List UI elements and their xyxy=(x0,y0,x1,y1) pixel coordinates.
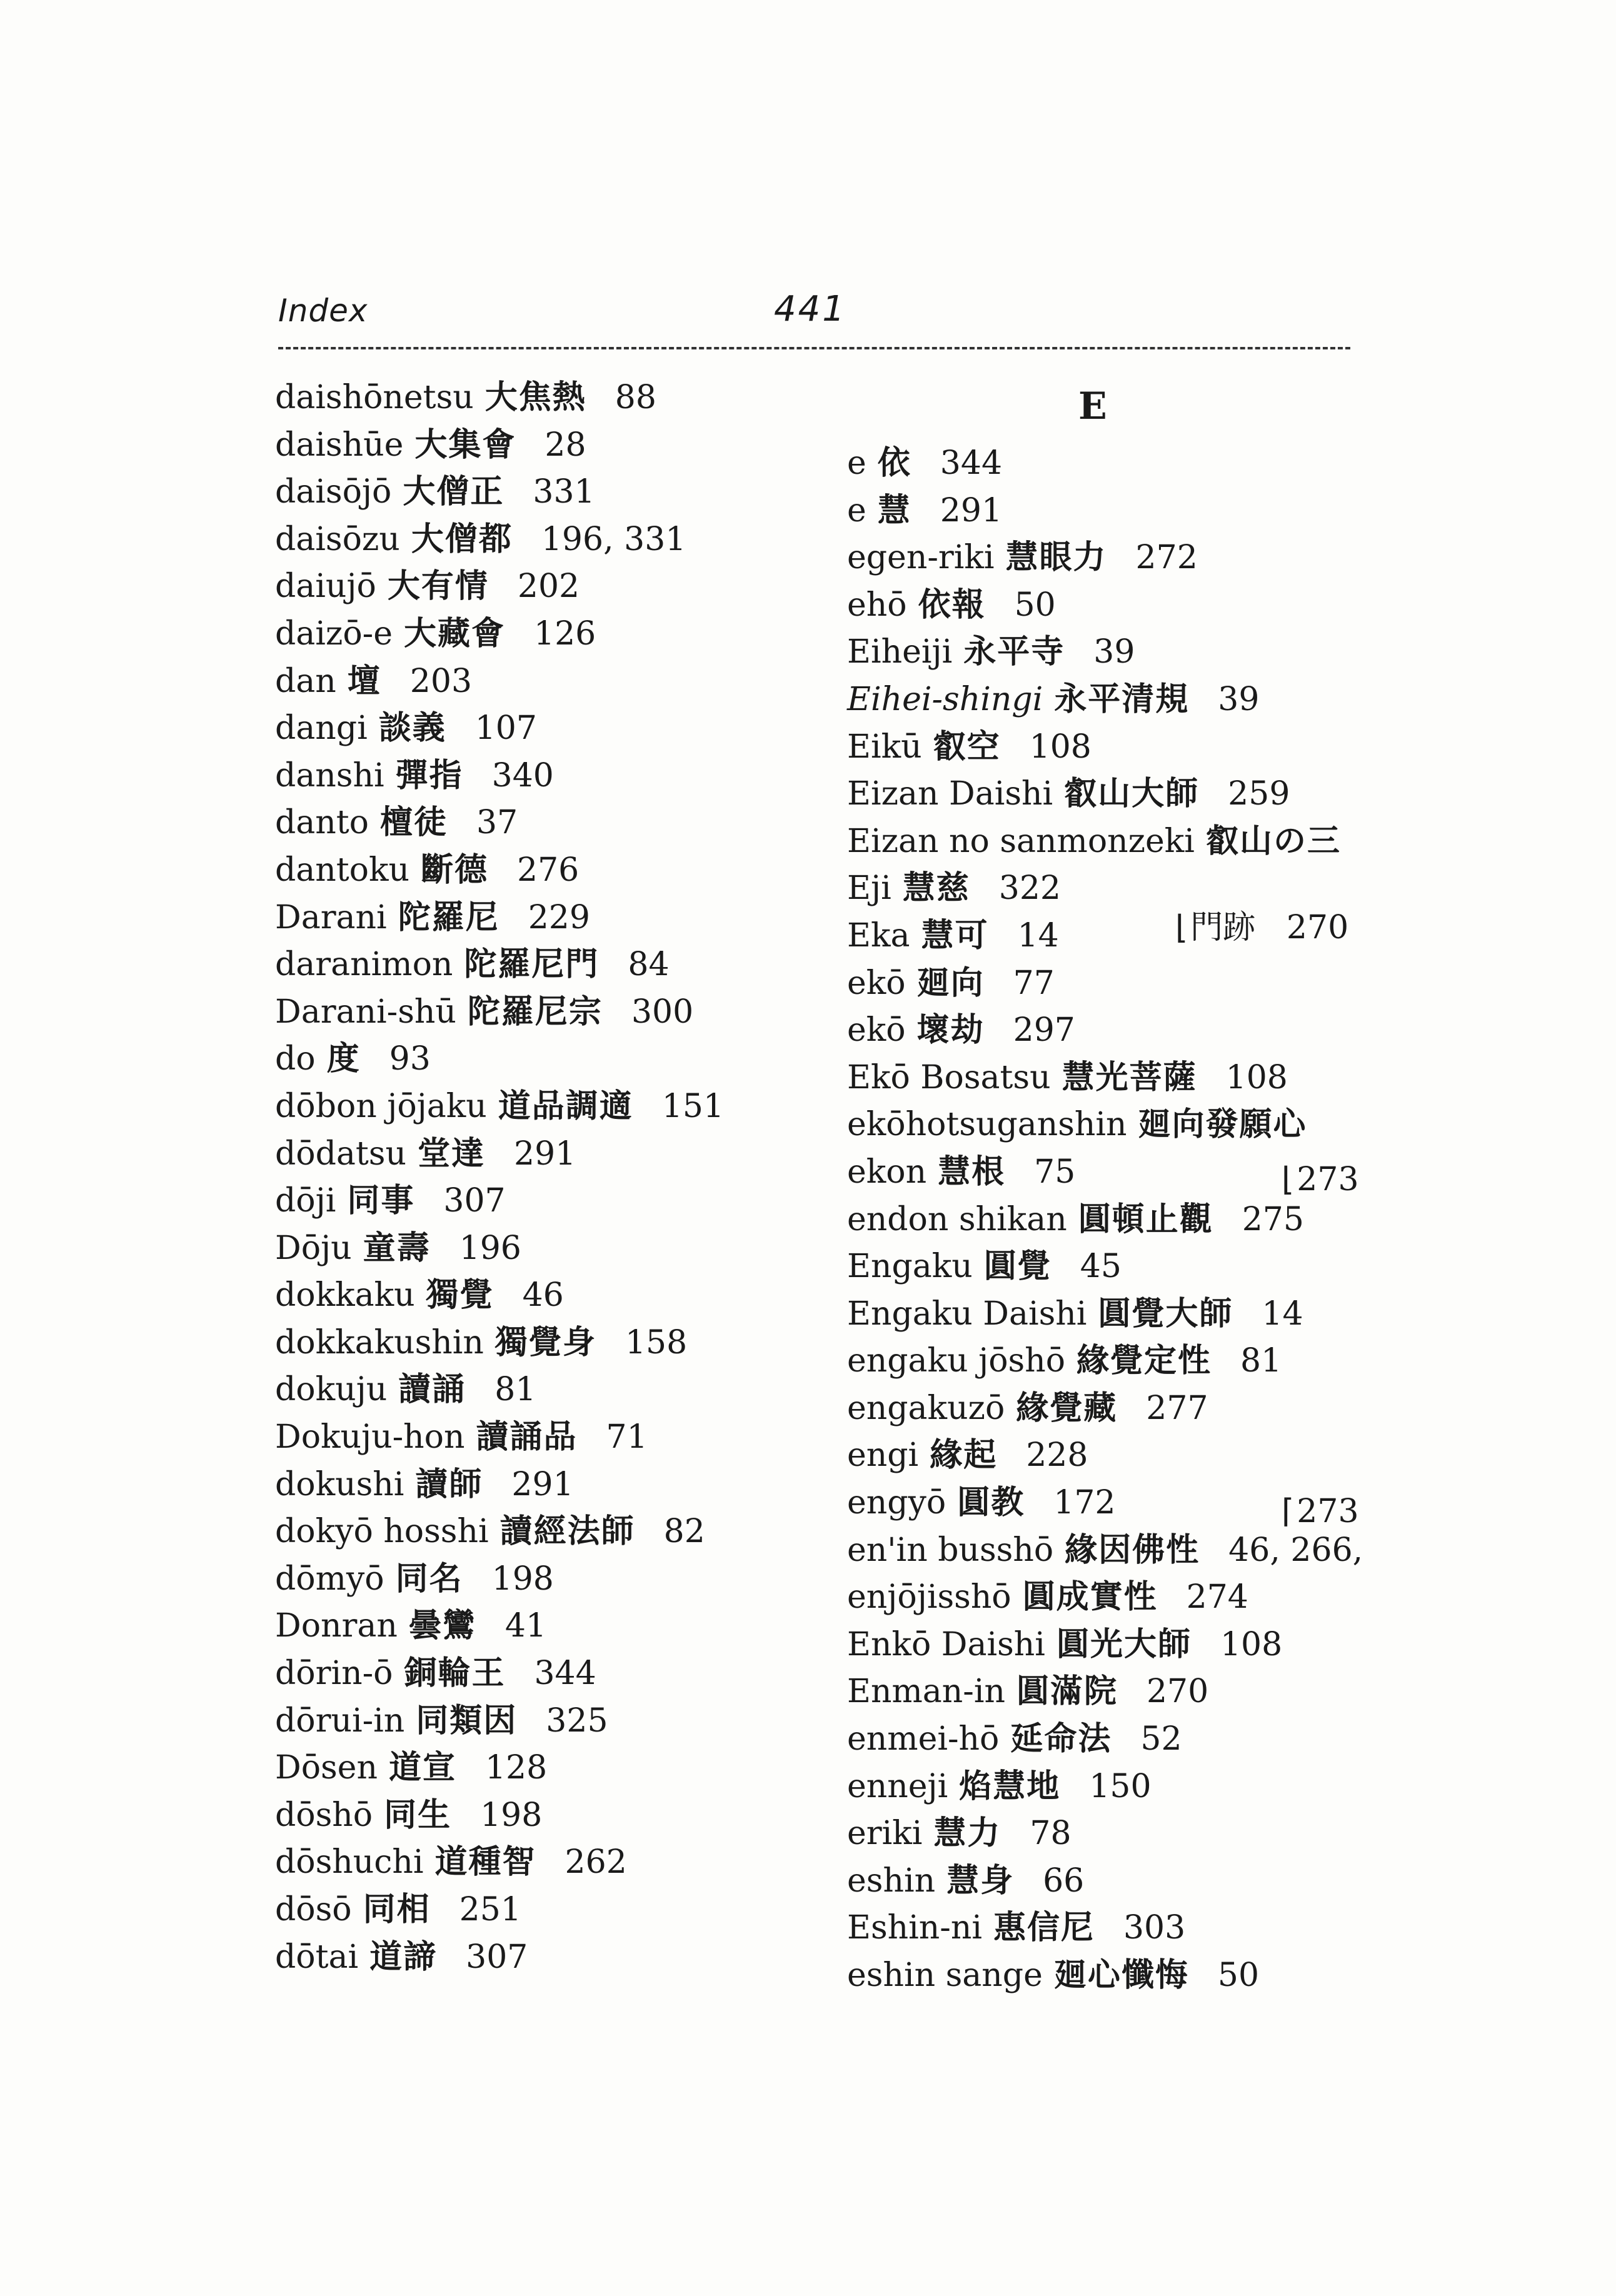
index-entry xyxy=(847,1715,1370,1763)
entry-term: dōtai xyxy=(275,1938,359,1976)
entry-term: dōji xyxy=(275,1182,336,1220)
index-entry xyxy=(275,1319,724,1366)
entry-pages: 50 xyxy=(1217,1957,1260,1994)
entry-pages: 344 xyxy=(940,444,1003,482)
entry-term: dōmyō xyxy=(275,1560,384,1598)
entry-term: Eizan no sanmonzeki xyxy=(847,822,1195,860)
index-entry xyxy=(275,1555,724,1603)
entry-pages: 71 xyxy=(606,1418,648,1456)
entry-kanji: 慧可 xyxy=(921,916,989,955)
index-entry xyxy=(847,1054,1370,1101)
entry-pages: 37 xyxy=(476,804,518,842)
entry-pages: 158 xyxy=(625,1323,688,1361)
entry-term: Enman-in xyxy=(847,1673,1005,1711)
entry-pages: 202 xyxy=(517,568,580,606)
entry-kanji: 緣覺定性 xyxy=(1076,1341,1212,1380)
index-entry xyxy=(847,487,1370,534)
index-entry xyxy=(847,534,1370,581)
index-entry xyxy=(275,658,724,705)
entry-kanji: 道品調適 xyxy=(498,1086,633,1125)
index-entry xyxy=(275,1933,724,1981)
entry-term: e xyxy=(847,491,866,529)
index-entry xyxy=(847,1243,1370,1290)
continuation-pages: 273 xyxy=(1297,1493,1359,1530)
entry-pages: 150 xyxy=(1089,1767,1152,1805)
index-entry xyxy=(847,960,1370,1007)
entry-kanji: 堂達 xyxy=(417,1134,485,1173)
entry-term: dan xyxy=(275,662,336,700)
index-entry xyxy=(275,1697,724,1745)
entry-term: ekō xyxy=(847,1011,906,1050)
entry-pages: 274 xyxy=(1186,1578,1248,1617)
index-entry xyxy=(847,723,1370,771)
page-number: 441 xyxy=(774,289,846,329)
entry-term: dangi xyxy=(275,709,368,748)
index-entry xyxy=(275,468,724,516)
index-entry xyxy=(275,1130,724,1178)
index-entry xyxy=(275,1177,724,1225)
entry-term: Darani xyxy=(275,898,387,936)
entry-pages: 108 xyxy=(1225,1058,1288,1096)
entry-term: Eikū xyxy=(847,728,922,766)
entry-kanji: 道諦 xyxy=(369,1937,438,1976)
entry-pages: 307 xyxy=(466,1938,528,1976)
entry-pages: 45 xyxy=(1080,1248,1122,1286)
index-entry xyxy=(275,1413,724,1461)
entry-term: Eshin-ni xyxy=(847,1909,982,1947)
index-entry xyxy=(275,1225,724,1272)
entry-pages: 84 xyxy=(628,946,670,984)
entry-kanji: 廻向發願心 xyxy=(1138,1105,1307,1144)
entry-term: daisōzu xyxy=(275,520,400,558)
entry-term: ekō xyxy=(847,964,906,1002)
index-entry xyxy=(847,1810,1370,1857)
entry-term: engyō xyxy=(847,1484,946,1522)
entry-pages: 28 xyxy=(545,426,586,464)
entry-term: daishōnetsu xyxy=(275,379,474,416)
header-rule xyxy=(278,347,1350,349)
entry-term: dōrui-in xyxy=(275,1702,405,1740)
entry-term: engakuzō xyxy=(847,1389,1005,1427)
entry-pages: 272 xyxy=(1135,539,1198,577)
index-entry xyxy=(847,1668,1370,1715)
entry-pages: 270 xyxy=(1146,1673,1209,1711)
index-entry xyxy=(847,1431,1370,1479)
entry-pages: 93 xyxy=(389,1040,431,1078)
entry-term: daisōjō xyxy=(275,473,392,511)
entry-term: e xyxy=(847,444,866,482)
index-entry xyxy=(847,1904,1370,1952)
continuation-bracket: ⌈ xyxy=(1282,1493,1295,1530)
index-entry xyxy=(847,1621,1370,1668)
entry-term: dokkakushin xyxy=(275,1323,484,1361)
index-entry xyxy=(275,1271,724,1319)
entry-term: Ekō Bosatsu xyxy=(847,1058,1051,1096)
index-entry xyxy=(275,1602,724,1650)
entry-term: Donran xyxy=(275,1607,398,1645)
entry-term: dokuju xyxy=(275,1371,388,1409)
entry-term: eriki xyxy=(847,1815,923,1853)
index-entry xyxy=(275,516,724,563)
entry-pages: 325 xyxy=(546,1702,608,1740)
entry-pages: 276 xyxy=(517,851,580,889)
index-entry xyxy=(275,941,724,988)
entry-pages: 322 xyxy=(998,870,1061,908)
entry-term: Eiheiji xyxy=(847,633,953,671)
entry-term: daiujō xyxy=(275,568,376,606)
entry-pages: 88 xyxy=(615,379,656,416)
entry-term: Eka xyxy=(847,916,910,955)
index-entry xyxy=(847,439,1370,487)
entry-pages: 228 xyxy=(1026,1436,1088,1475)
entry-pages: 300 xyxy=(631,993,694,1031)
entry-term: engi xyxy=(847,1436,919,1475)
entry-kanji: 圓教 xyxy=(957,1483,1025,1522)
index-entry xyxy=(275,1838,724,1886)
continuation-bracket: ⌊ xyxy=(1282,1161,1295,1198)
entry-term: danshi xyxy=(275,756,384,795)
entry-kanji: 廻心懺悔 xyxy=(1053,1956,1189,1994)
entry-term: dokyō hosshi xyxy=(275,1513,489,1551)
entry-kanji: 彈指 xyxy=(395,756,463,795)
entry-pages: 128 xyxy=(484,1749,548,1787)
entry-term: Dōsen xyxy=(275,1749,378,1787)
entry-kanji: 壇 xyxy=(347,661,381,700)
entry-pages: 262 xyxy=(565,1843,627,1882)
index-entry xyxy=(847,1196,1370,1243)
entry-kanji: 緣覺藏 xyxy=(1016,1388,1118,1427)
continuation-line xyxy=(1282,1161,1359,1198)
index-entry xyxy=(275,988,724,1036)
entry-kanji: 大集會 xyxy=(414,425,516,464)
entry-kanji: 圓覺 xyxy=(983,1247,1051,1286)
index-entry xyxy=(847,1101,1370,1148)
entry-term: do xyxy=(275,1040,316,1078)
entry-kanji: 惠信尼 xyxy=(993,1908,1095,1947)
entry-pages: 75 xyxy=(1034,1153,1076,1191)
entry-pages: 291 xyxy=(513,1135,576,1173)
entry-pages: 41 xyxy=(504,1607,547,1645)
entry-kanji: 延命法 xyxy=(1010,1720,1112,1758)
entry-pages: 78 xyxy=(1030,1815,1071,1853)
entry-kanji: 讀經法師 xyxy=(499,1512,635,1551)
entry-pages: 340 xyxy=(491,756,554,795)
entry-term: eshin sange xyxy=(847,1957,1043,1994)
entry-term: enneji xyxy=(847,1767,948,1805)
entry-pages: 277 xyxy=(1146,1389,1208,1427)
entry-kanji: 焰慧地 xyxy=(959,1767,1061,1805)
entry-term: danto xyxy=(275,804,369,842)
entry-kanji: 曇鸞 xyxy=(408,1607,476,1645)
continuation-pages: 273 xyxy=(1297,1161,1359,1198)
entry-kanji: 廻向 xyxy=(916,963,985,1002)
entry-kanji: 談義 xyxy=(378,709,446,748)
entry-kanji: 慧身 xyxy=(946,1861,1015,1900)
entry-kanji: 緣起 xyxy=(930,1436,998,1475)
entry-pages: 46 xyxy=(522,1276,564,1315)
entry-kanji: 讀誦品 xyxy=(476,1418,578,1456)
entry-pages: 196 xyxy=(459,1229,521,1267)
index-entry xyxy=(847,1385,1370,1432)
index-entry xyxy=(847,1763,1370,1810)
entry-pages: 307 xyxy=(443,1182,506,1220)
entry-pages: 251 xyxy=(459,1891,521,1928)
entry-pages: 52 xyxy=(1140,1720,1182,1758)
entry-kanji: 依報 xyxy=(918,585,986,624)
entry-term: daishūe xyxy=(275,426,404,464)
index-entry xyxy=(275,894,724,941)
entry-kanji: 大有情 xyxy=(387,567,489,606)
entry-pages: 39 xyxy=(1218,680,1260,718)
entry-term: enjōjisshō xyxy=(847,1578,1011,1617)
entry-kanji: 圓成實性 xyxy=(1022,1578,1158,1617)
entry-kanji: 慧根 xyxy=(938,1152,1006,1191)
entry-term: ekōhotsuganshin xyxy=(847,1106,1127,1144)
index-entry xyxy=(275,1650,724,1697)
entry-kanji: 同生 xyxy=(384,1795,452,1834)
entry-kanji: 依 xyxy=(877,444,911,482)
entry-term: dōsō xyxy=(275,1891,352,1928)
entry-pages: 198 xyxy=(491,1560,554,1598)
index-entry xyxy=(847,581,1370,629)
entry-term: dokushi xyxy=(275,1465,404,1503)
index-entry xyxy=(847,1857,1370,1905)
entry-term: dantoku xyxy=(275,851,409,889)
index-entry xyxy=(275,1508,724,1555)
entry-pages: 107 xyxy=(474,709,537,748)
entry-pages: 259 xyxy=(1228,775,1290,813)
entry-kanji: 讀誦 xyxy=(398,1370,466,1409)
entry-pages: 108 xyxy=(1220,1625,1283,1663)
entry-pages: 126 xyxy=(533,614,596,653)
entry-pages: 203 xyxy=(409,662,473,700)
entry-kanji: 叡山大師 xyxy=(1064,775,1200,813)
entry-kanji: 獨覺身 xyxy=(494,1323,596,1361)
entry-term: daranimon xyxy=(275,946,453,984)
entry-kanji: 道種智 xyxy=(434,1843,536,1882)
entry-term: Dōju xyxy=(275,1229,352,1267)
index-entry xyxy=(847,818,1370,865)
entry-pages: 50 xyxy=(1014,586,1056,624)
entry-term: dōdatsu xyxy=(275,1135,406,1173)
entry-kanji: 銅輪王 xyxy=(404,1654,506,1693)
entry-kanji: 大藏會 xyxy=(403,614,505,653)
entry-pages: 14 xyxy=(1017,916,1059,955)
entry-kanji: 慧眼力 xyxy=(1005,538,1107,577)
entry-kanji: 同名 xyxy=(395,1559,463,1598)
left-column xyxy=(275,374,724,1980)
entry-kanji: 同事 xyxy=(347,1181,415,1220)
index-entry xyxy=(847,628,1370,676)
entry-term: daizō-e xyxy=(275,614,393,653)
continuation-line xyxy=(1282,1493,1359,1530)
entry-kanji: 永平寺 xyxy=(963,633,1065,671)
entry-term: en'in busshō xyxy=(847,1531,1054,1569)
entry-pages: 275 xyxy=(1242,1200,1304,1238)
entry-pages: 291 xyxy=(940,491,1003,529)
entry-kanji: 緣因佛性 xyxy=(1065,1530,1200,1569)
entry-pages: 344 xyxy=(534,1655,596,1693)
index-entry xyxy=(275,1035,724,1083)
continuation-bracket: ⌊ xyxy=(1175,909,1188,946)
entry-term: Engaku Daishi xyxy=(847,1295,1087,1333)
continuation-line xyxy=(1175,901,1348,948)
index-entry xyxy=(847,770,1370,818)
entry-pages: 291 xyxy=(511,1465,574,1503)
entry-pages: 108 xyxy=(1029,728,1092,766)
entry-kanji: 叡空 xyxy=(933,727,1001,766)
entry-kanji: 壞劫 xyxy=(916,1011,985,1050)
entry-pages: 303 xyxy=(1123,1909,1186,1947)
entry-kanji: 慧慈 xyxy=(902,869,970,908)
entry-pages: 81 xyxy=(494,1371,536,1409)
entry-kanji: 斷德 xyxy=(420,850,488,889)
index-entry xyxy=(847,1290,1370,1338)
entry-term: dōbon jōjaku xyxy=(275,1087,487,1125)
entry-kanji: 慧 xyxy=(877,491,911,529)
entry-kanji: 童壽 xyxy=(363,1228,431,1267)
entry-kanji: 陀羅尼 xyxy=(398,898,499,936)
index-entry xyxy=(275,846,724,894)
index-entry xyxy=(275,421,724,469)
index-entry xyxy=(847,1006,1370,1054)
entry-pages: 151 xyxy=(661,1087,725,1125)
entry-term: Engaku xyxy=(847,1248,973,1286)
entry-pages: 198 xyxy=(480,1796,543,1834)
entry-term: ekon xyxy=(847,1153,927,1191)
entry-pages: 81 xyxy=(1240,1342,1282,1380)
index-entry xyxy=(847,1573,1370,1621)
entry-pages: 331 xyxy=(533,473,595,511)
entry-term: ehō xyxy=(847,586,907,624)
index-entry xyxy=(275,610,724,658)
entry-pages: 297 xyxy=(1013,1011,1075,1050)
index-entry xyxy=(275,1083,724,1130)
entry-term: egen-riki xyxy=(847,539,995,577)
index-entry xyxy=(847,676,1370,723)
entry-kanji: 道宣 xyxy=(388,1748,456,1787)
entry-term: dōrin-ō xyxy=(275,1655,393,1693)
entry-kanji: 讀師 xyxy=(415,1465,483,1503)
entry-pages: 39 xyxy=(1093,633,1135,671)
index-entry xyxy=(275,1886,724,1933)
entry-term: dokkaku xyxy=(275,1276,415,1315)
section-letter-e: E xyxy=(1078,384,1107,428)
entry-pages: 172 xyxy=(1053,1484,1116,1522)
index-entry xyxy=(275,704,724,752)
entry-kanji: 慧力 xyxy=(933,1814,1001,1853)
index-entry xyxy=(275,1366,724,1413)
index-entry xyxy=(847,1526,1370,1574)
entry-pages: 196, 331 xyxy=(541,520,686,558)
entry-kanji: 大僧正 xyxy=(403,473,504,511)
index-entry xyxy=(275,752,724,800)
entry-pages: 14 xyxy=(1262,1295,1303,1333)
entry-pages: 82 xyxy=(663,1513,705,1551)
entry-kanji: 叡山の三 xyxy=(1205,821,1341,860)
entry-term: eshin xyxy=(847,1862,936,1900)
index-entry xyxy=(275,1461,724,1508)
entry-term: Eihei-shingi xyxy=(847,680,1043,718)
entry-kanji: 同類因 xyxy=(416,1701,518,1740)
entry-kanji: 大焦熱 xyxy=(484,378,586,416)
entry-kanji: 陀羅尼門 xyxy=(464,945,600,984)
continuation-text: 門跡 xyxy=(1190,909,1256,946)
entry-kanji: 圓頓止觀 xyxy=(1078,1200,1213,1238)
entry-kanji: 獨覺 xyxy=(426,1276,494,1315)
entry-kanji: 陀羅尼宗 xyxy=(467,992,603,1031)
entry-pages: 229 xyxy=(528,898,590,936)
entry-kanji: 圓覺大師 xyxy=(1098,1294,1233,1333)
entry-term: enmei-hō xyxy=(847,1720,1000,1758)
index-entry xyxy=(275,799,724,846)
index-entry xyxy=(275,374,724,421)
entry-term: Eji xyxy=(847,870,891,908)
entry-kanji: 圓滿院 xyxy=(1016,1672,1118,1711)
entry-term: Dokuju-hon xyxy=(275,1418,465,1456)
entry-kanji: 圓光大師 xyxy=(1056,1625,1192,1663)
entry-kanji: 同相 xyxy=(363,1890,431,1928)
entry-kanji: 大僧都 xyxy=(411,519,513,558)
entry-term: Enkō Daishi xyxy=(847,1625,1045,1663)
continuation-pages: 270 xyxy=(1286,909,1349,946)
entry-term: dōshuchi xyxy=(275,1843,424,1882)
index-entry xyxy=(847,1337,1370,1385)
entry-pages: 66 xyxy=(1043,1862,1085,1900)
entry-kanji: 慧光菩薩 xyxy=(1061,1058,1197,1096)
entry-kanji: 永平清規 xyxy=(1054,679,1190,718)
entry-term: dōshō xyxy=(275,1796,373,1834)
index-entry xyxy=(847,1952,1370,1999)
entry-term: Eizan Daishi xyxy=(847,775,1053,813)
entry-pages: 77 xyxy=(1013,964,1055,1002)
index-entry xyxy=(275,1792,724,1839)
running-header-label: Index xyxy=(278,293,368,329)
right-entries xyxy=(847,439,1370,1999)
entry-term: endon shikan xyxy=(847,1200,1067,1238)
entry-term: engaku jōshō xyxy=(847,1342,1065,1380)
entry-pages: 46, 266, xyxy=(1228,1531,1363,1569)
index-entry xyxy=(275,563,724,610)
entry-term: Darani-shū xyxy=(275,993,456,1031)
index-entry xyxy=(275,1744,724,1792)
entry-kanji: 檀徒 xyxy=(379,803,448,842)
entry-kanji: 度 xyxy=(326,1040,361,1078)
